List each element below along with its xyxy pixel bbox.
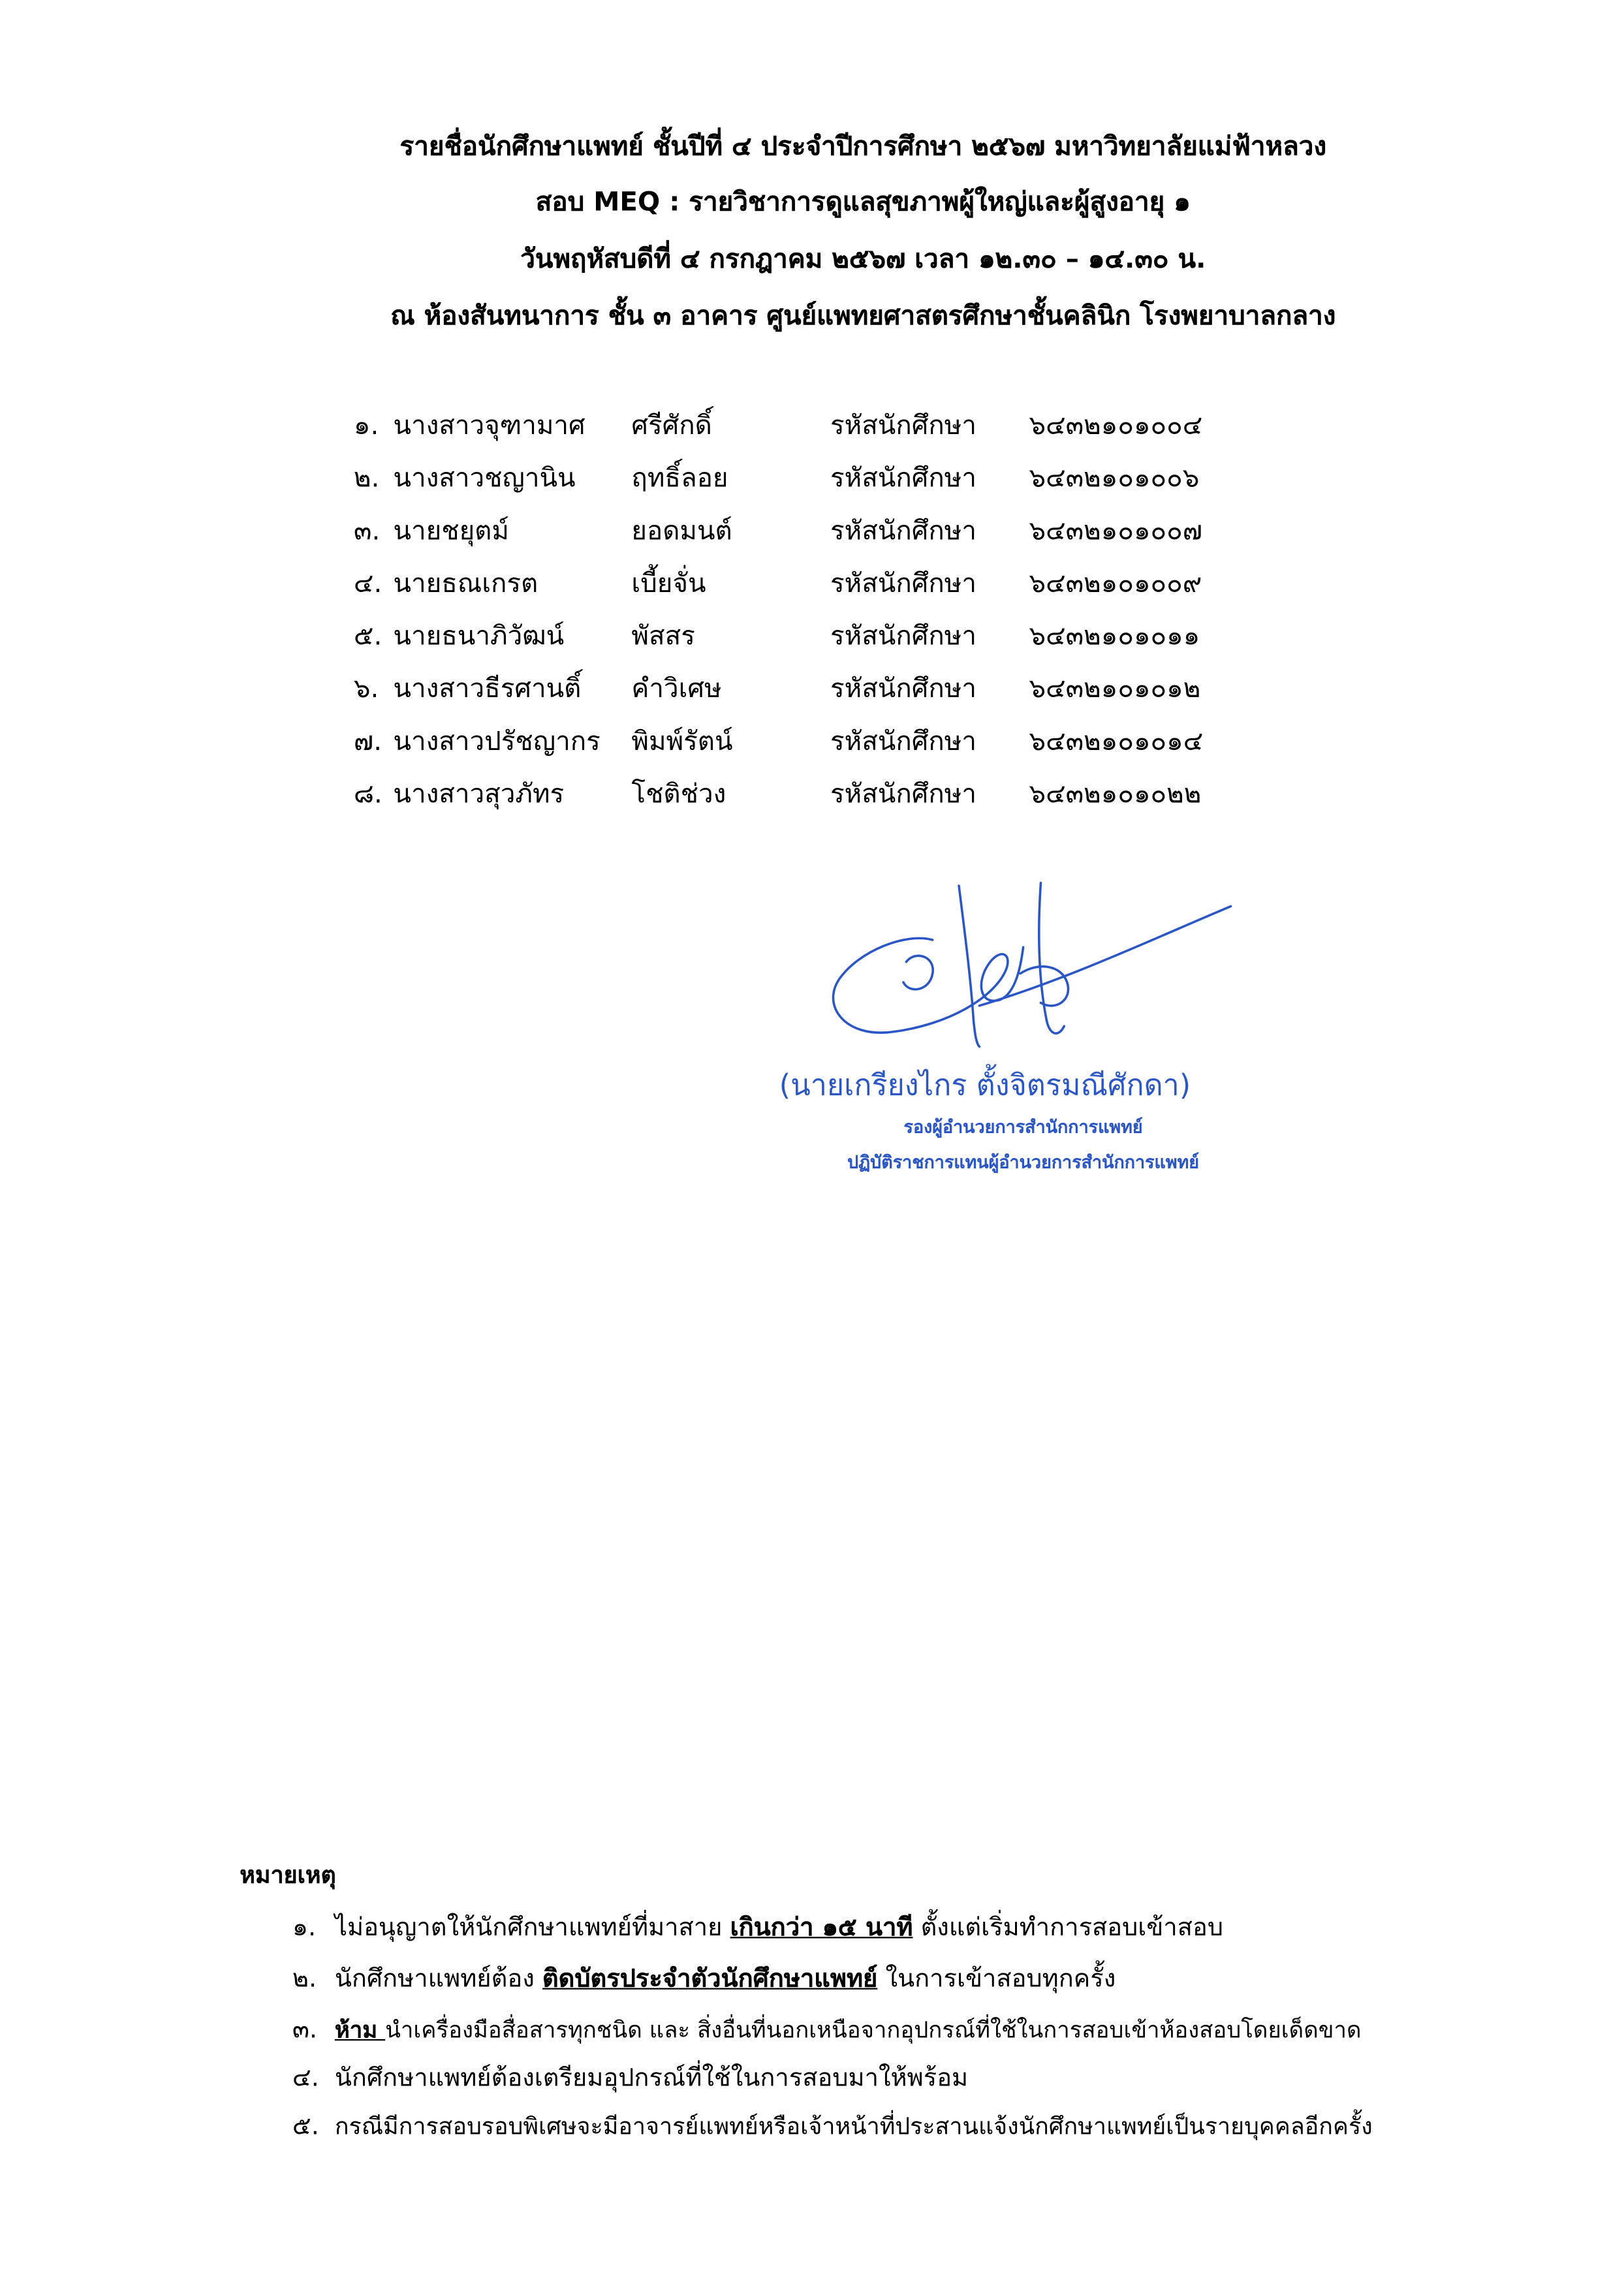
student-number: ๑.: [353, 411, 379, 442]
student-id: ๖๔๓๒๑๐๑๐๐๔: [1029, 411, 1203, 442]
remark-text-pre: กรณีมีการสอบรอบพิเศษจะมีอาจารย์แพทย์หรือเจ้าหน้าที่ประสานแจ้งนักศึกษาแพทย์เป็นรายบุคคลอีกครั้ง: [334, 2112, 1373, 2140]
signatory-name: (นายเกรียงไกร ตั้งจิตรมณีศักดา): [779, 1067, 1191, 1102]
student-id-label: รหัสนักศึกษา: [830, 621, 976, 652]
remark-number: ๑.: [292, 1913, 317, 1943]
signatory-position-2: ปฏิบัติราชการแทนผู้อำนวยการสำนักการแพทย์: [847, 1151, 1200, 1172]
student-id-label: รหัสนักศึกษา: [830, 726, 976, 758]
remark-text-post: ตั้งแต่เริ่มทำการสอบเข้าสอบ: [913, 1913, 1223, 1943]
student-id: ๖๔๓๒๑๐๑๐๑๔: [1029, 726, 1204, 758]
student-number: ๘.: [353, 779, 383, 810]
remark-emphasis: เกินกว่า ๑๕ นาที: [730, 1913, 913, 1943]
header-line-1: รายชื่อนักศึกษาแพทย์ ชั้นปีที่ ๔ ประจำปีการศึกษา ๒๕๖๗ มหาวิทยาลัยแม่ฟ้าหลวง: [399, 131, 1327, 163]
remark-text: [335, 1958, 1116, 2001]
student-last-name: โชติช่วง: [631, 779, 726, 810]
remark-number: ๓.: [292, 2016, 318, 2045]
student-number: ๓.: [353, 516, 381, 547]
student-last-name: พัสสร: [631, 621, 695, 652]
remark-text-post: นำเครื่องมือสื่อสารทุกชนิด และ สิ่งอื่นที่นอกเหนือจากอุปกรณ์ที่ใช้ในการสอบเข้าห้องสอบโดยเด็ดขาด: [385, 2017, 1362, 2044]
handwritten-signature: [819, 874, 1242, 1064]
remark-number: ๔.: [292, 2064, 319, 2093]
student-number: ๒.: [353, 463, 380, 494]
student-id: ๖๔๓๒๑๐๑๐๒๒: [1029, 779, 1202, 810]
remarks-heading: หมายเหตุ: [240, 1860, 336, 1889]
student-first-name: นายธณเกรต: [393, 569, 539, 600]
student-last-name: พิมพ์รัตน์: [631, 726, 733, 758]
remark-emphasis: ติดบัตรประจำตัวนักศึกษาแพทย์: [542, 1964, 878, 1994]
remark-text-post: ในการเข้าสอบทุกครั้ง: [877, 1964, 1116, 1994]
student-id: ๖๔๓๒๑๐๑๐๑๒: [1029, 674, 1201, 705]
student-last-name: คำวิเศษ: [631, 674, 722, 705]
student-id: ๖๔๓๒๑๐๑๐๐๖: [1029, 463, 1200, 494]
student-number: ๗.: [353, 726, 383, 758]
header-line-4: ณ ห้องสันทนาการ ชั้น ๓ อาคาร ศูนย์แพทยศาสตรศึกษาชั้นคลินิก โรงพยาบาลกลาง: [390, 301, 1336, 332]
student-id: ๖๔๓๒๑๐๑๐๐๙: [1029, 569, 1202, 600]
student-id-label: รหัสนักศึกษา: [830, 674, 976, 705]
remark-text: [335, 1906, 1223, 1950]
student-first-name: นางสาวจุฑามาศ: [393, 411, 586, 442]
remark-text: [335, 2008, 1362, 2052]
student-last-name: เบี้ยจั่น: [631, 569, 706, 600]
student-first-name: นางสาวชญานิน: [393, 463, 576, 494]
student-id-label: รหัสนักศึกษา: [830, 516, 976, 547]
student-first-name: นางสาวธีรศานติ์: [393, 674, 582, 705]
student-number: ๔.: [353, 569, 383, 600]
student-number: ๖.: [353, 674, 379, 705]
student-first-name: นางสาวสุวภัทร: [393, 779, 565, 810]
remark-number: ๕.: [292, 2112, 319, 2142]
remark-text-pre: ไม่อนุญาตให้นักศึกษาแพทย์ที่มาสาย: [334, 1913, 730, 1943]
student-last-name: ฤทธิ์ลอย: [631, 463, 728, 494]
student-id-label: รหัสนักศึกษา: [830, 463, 976, 494]
student-first-name: นายชยุตม์: [393, 516, 509, 547]
remark-number: ๒.: [292, 1964, 317, 1994]
remark-text-pre: นักศึกษาแพทย์ต้อง: [334, 1964, 542, 1994]
student-id-label: รหัสนักศึกษา: [830, 411, 976, 442]
student-id-label: รหัสนักศึกษา: [830, 779, 976, 810]
remark-text-pre: นักศึกษาแพทย์ต้องเตรียมอุปกรณ์ที่ใช้ในการสอบมาให้พร้อม: [334, 2064, 969, 2093]
student-first-name: นางสาวปรัชญากร: [393, 726, 601, 758]
student-last-name: ยอดมนต์: [631, 516, 732, 547]
remark-emphasis: ห้าม: [334, 2017, 386, 2044]
signatory-position-1: รองผู้อำนวยการสำนักการแพทย์: [903, 1116, 1143, 1138]
header-line-3: วันพฤหัสบดีที่ ๔ กรกฎาคม ๒๕๖๗ เวลา ๑๒.๓๐ – ๑๔.๓๐ น.: [520, 243, 1206, 275]
student-number: ๕.: [353, 621, 383, 652]
student-first-name: นายธนาภิวัฒน์: [393, 621, 565, 652]
student-last-name: ศรีศักดิ์: [631, 411, 712, 442]
student-id: ๖๔๓๒๑๐๑๐๐๗: [1029, 516, 1203, 547]
student-id-label: รหัสนักศึกษา: [830, 569, 976, 600]
remark-text: [335, 2057, 968, 2101]
remark-text: [335, 2105, 1373, 2149]
header-line-2: สอบ MEQ : รายวิชาการดูแลสุขภาพผู้ใหญ่และผู้สูงอายุ ๑: [535, 187, 1191, 218]
student-id: ๖๔๓๒๑๐๑๐๑๑: [1029, 621, 1200, 652]
